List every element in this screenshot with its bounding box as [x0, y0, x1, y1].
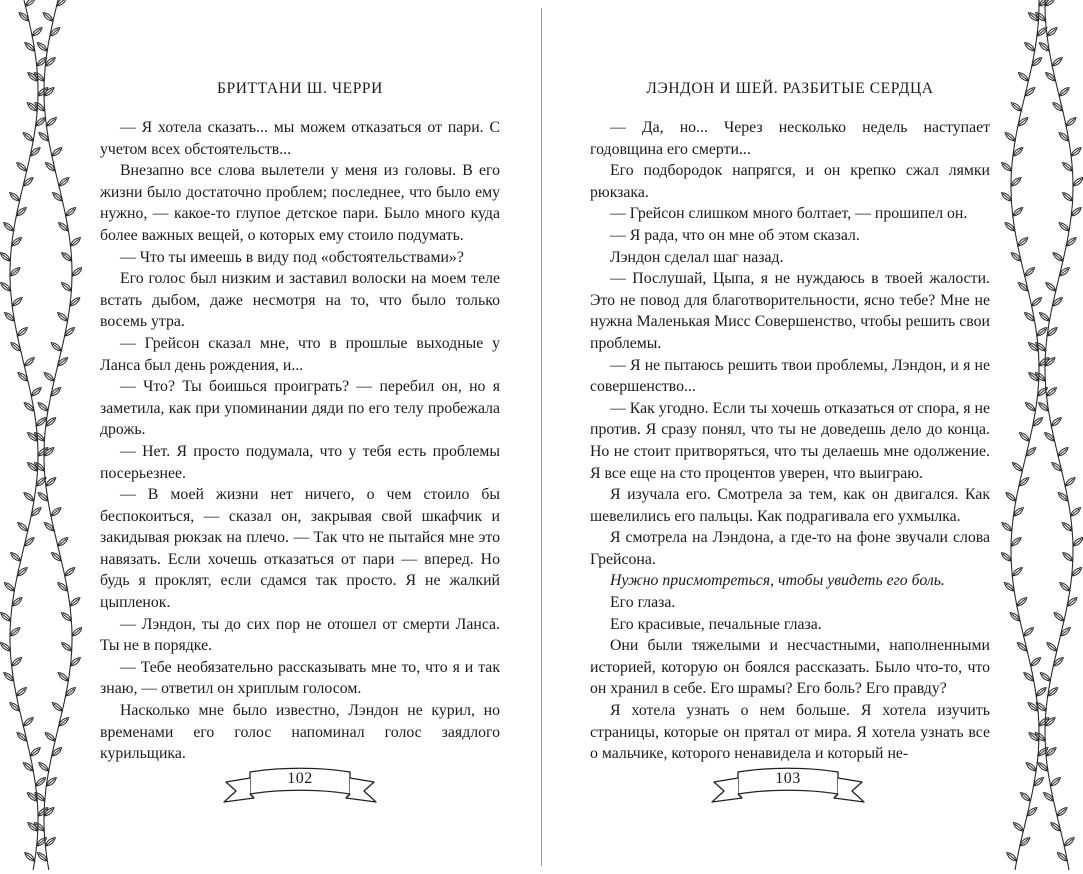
- laurel-leaf-icon: [8, 191, 21, 203]
- laurel-leaf-icon: [15, 686, 28, 698]
- laurel-leaf-icon: [42, 11, 55, 23]
- paragraph: — Что? Ты боишься проиграть? — перебил он, но я заметила, как при упоминании дяди по его телу пробежала дрожь.: [100, 378, 500, 439]
- laurel-leaf-icon: [1001, 161, 1013, 173]
- laurel-leaf-icon: [1005, 851, 1018, 863]
- laurel-leaf-icon: [1025, 761, 1038, 773]
- running-head-title: ЛЭНДОН И ШЕЙ. РАЗБИТЫЕ СЕРДЦА: [646, 80, 934, 97]
- laurel-leaf-icon: [57, 671, 70, 683]
- laurel-leaf-icon: [1011, 206, 1024, 218]
- laurel-leaf-icon: [23, 356, 36, 368]
- laurel-leaf-icon: [23, 851, 36, 863]
- laurel-leaf-icon: [1035, 326, 1048, 338]
- vine-stem-icon: [44, 0, 72, 870]
- laurel-leaf-icon: [9, 551, 22, 563]
- paragraph: — Я рада, что он мне об этом сказал.: [610, 226, 860, 244]
- laurel-leaf-icon: [1016, 236, 1029, 248]
- laurel-leaf-icon: [1053, 611, 1066, 623]
- laurel-leaf-icon: [60, 641, 73, 653]
- laurel-leaf-icon: [43, 371, 56, 383]
- laurel-leaf-icon: [1069, 506, 1082, 518]
- laurel-leaf-icon: [1038, 311, 1051, 323]
- laurel-leaf-icon: [1065, 116, 1078, 128]
- paragraph: Я хотела узнать о нем больше. Я хотела изучить страницы, которые он прятал от мира. Я хотела узнать все о мальчике, которого ненавидела и который не-: [590, 702, 990, 763]
- paragraph: Они были тяжелыми и несчастными, наполненными историей, которую он боялся рассказать. Было что-то, что он хранил в себе. Его шрамы? Его боль? Его правду?: [590, 637, 990, 698]
- paragraph: Я изучала его. Смотрела за тем, как он двигался. Как шевелились его пальцы. Как подрагивала его ухмылка.: [590, 486, 990, 525]
- laurel-leaf-icon: [44, 731, 57, 743]
- page-number-ribbon: [220, 764, 380, 816]
- laurel-leaf-icon: [1011, 566, 1024, 578]
- paragraph: — Лэндон, ты до сих пор не отошел от смерти Ланса. Ты не в порядке.: [100, 615, 500, 655]
- paragraph: — В моей жизни нет ничего, о чем стоило бы беспокоиться, — сказал он, закрывая свой шкафчик и закидывая рюкзак на плечо. — Так что не пытайся мне это навязать. Если хочешь отказаться от пари — вперед. Но будь я проклят, если сдамся так просто. Я не жалкий цыпленок.: [100, 486, 500, 612]
- laurel-leaf-icon: [11, 296, 24, 308]
- laurel-leaf-icon: [64, 206, 77, 218]
- laurel-leaf-icon: [37, 761, 50, 773]
- left-page-body: [100, 117, 500, 765]
- laurel-leaf-icon: [57, 176, 70, 188]
- paragraph: — Да, но... Через несколько недель наступает годовщина его смерти...: [590, 119, 990, 158]
- book-spine-divider: [541, 8, 542, 866]
- laurel-leaf-icon: [1061, 551, 1074, 563]
- laurel-leaf-icon: [1046, 26, 1059, 38]
- laurel-leaf-icon: [1010, 101, 1023, 113]
- right-page-body: [590, 117, 990, 765]
- laurel-leaf-icon: [1011, 461, 1024, 473]
- laurel-leaf-icon: [45, 116, 58, 128]
- laurel-leaf-icon: [50, 146, 63, 158]
- paragraph: Его голос был низким и заставил волоски на моем теле встать дыбом, даже несмотря на то, что было только восемь утра.: [100, 270, 500, 331]
- laurel-leaf-icon: [69, 596, 82, 608]
- laurel-leaf-icon: [1017, 71, 1030, 83]
- vine-stem-icon: [1045, 0, 1073, 870]
- laurel-leaf-icon: [50, 341, 63, 353]
- laurel-leaf-icon: [1019, 791, 1032, 803]
- laurel-leaf-icon: [26, 821, 39, 833]
- laurel-leaf-icon: [60, 281, 73, 293]
- laurel-leaf-icon: [37, 446, 50, 458]
- right-page: [590, 0, 990, 874]
- laurel-leaf-icon: [1015, 596, 1028, 608]
- laurel-leaf-icon: [1058, 86, 1071, 98]
- laurel-leaf-icon: [36, 41, 49, 53]
- laurel-leaf-icon: [1064, 476, 1077, 488]
- laurel-leaf-icon: [1023, 41, 1036, 53]
- paragraph: — Грейсон сказал мне, что в прошлые выходные у Ланса был день рождения, и...: [100, 334, 500, 374]
- laurel-leaf-icon: [31, 26, 44, 38]
- laurel-leaf-icon: [1030, 296, 1043, 308]
- page-number: 102: [287, 770, 313, 787]
- laurel-leaf-icon: [1022, 626, 1035, 638]
- page-number: 103: [775, 770, 801, 787]
- laurel-leaf-icon: [1050, 416, 1063, 428]
- paragraph: — Я хотела сказать... мы можем отказаться от пари. С учетом всех обстоятельств...: [100, 119, 500, 158]
- laurel-leaf-icon: [69, 236, 82, 248]
- laurel-leaf-icon: [1056, 806, 1069, 818]
- laurel-leaf-icon: [1051, 56, 1064, 68]
- laurel-leaf-icon: [1012, 821, 1025, 833]
- laurel-leaf-icon: [1035, 686, 1048, 698]
- paragraph: — Нет. Я просто подумала, что у тебя есть проблемы посерьезнее.: [100, 442, 500, 482]
- paragraph: Я смотрела на Лэндона, а где-то на фоне звучали слова Грейсона.: [590, 529, 990, 568]
- laurel-leaf-icon: [1004, 491, 1017, 503]
- laurel-leaf-icon: [0, 251, 12, 263]
- laurel-leaf-icon: [37, 806, 50, 818]
- laurel-leaf-icon: [1001, 521, 1013, 533]
- paragraph: — Тебе необязательно рассказывать мне то, что я и так знаю, — ответил он хриплым голосом.: [100, 658, 500, 698]
- laurel-leaf-icon: [16, 521, 29, 533]
- laurel-leaf-icon: [1024, 401, 1037, 413]
- laurel-leaf-icon: [1052, 251, 1065, 263]
- paragraph: Внезапно все слова вылетели у меня из головы. В его жизни было достаточно проблем; последнее, что было ему нужно, — какое-то глупое детское пари. Было много куда более важных вещей, о которых ему стоило подумать.: [100, 162, 500, 244]
- paragraph: — Как угодно. Если ты хочешь отказаться от спора, я не против. Я сразу понял, что ты не доведешь дело до конца. Но не стоит притворяться, что ты делаешь мне одолжение. Я все еще на сто процентов уверен, что выиграю.: [590, 399, 990, 482]
- laurel-leaf-icon: [10, 656, 23, 668]
- laurel-leaf-icon: [1057, 446, 1070, 458]
- page-number-ribbon: [708, 764, 868, 816]
- laurel-leaf-icon: [29, 746, 42, 758]
- laurel-leaf-icon: [55, 0, 68, 8]
- laurel-leaf-icon: [33, 71, 46, 83]
- laurel-leaf-icon: [3, 581, 16, 593]
- paragraph: Его подбородок напрягся, и он крепко сжал лямки рюкзака.: [590, 162, 990, 201]
- laurel-leaf-icon: [1037, 716, 1050, 728]
- laurel-leaf-icon: [1018, 431, 1031, 443]
- left-page: [100, 0, 500, 874]
- laurel-leaf-icon: [1004, 131, 1017, 143]
- italic-paragraph: Нужно присмотреться, чтобы увидеть его боль.: [610, 572, 945, 590]
- laurel-leaf-icon: [49, 506, 62, 518]
- paragraph: Насколько мне было известно, Лэндон не курил, но временами его голос напоминал голос заядлого курильщика.: [100, 702, 500, 763]
- laurel-leaf-icon: [15, 161, 28, 173]
- laurel-leaf-icon: [1029, 656, 1042, 668]
- laurel-leaf-icon: [0, 611, 12, 623]
- laurel-leaf-icon: [1049, 776, 1062, 788]
- laurel-leaf-icon: [2, 221, 15, 233]
- laurel-leaf-icon: [56, 311, 69, 323]
- laurel-leaf-icon: [1063, 836, 1076, 848]
- laurel-leaf-icon: [37, 401, 50, 413]
- laurel-leaf-icon: [1058, 581, 1071, 593]
- laurel-border-left-ornament: [0, 0, 82, 874]
- laurel-leaf-icon: [1070, 146, 1083, 158]
- laurel-border-right-ornament: [1001, 0, 1083, 874]
- laurel-leaf-icon: [1044, 281, 1057, 293]
- laurel-leaf-icon: [1045, 641, 1058, 653]
- laurel-leaf-icon: [22, 131, 35, 143]
- laurel-leaf-icon: [30, 386, 43, 398]
- laurel-leaf-icon: [63, 566, 76, 578]
- laurel-leaf-icon: [51, 701, 64, 713]
- laurel-leaf-icon: [1058, 221, 1071, 233]
- laurel-leaf-icon: [1038, 356, 1051, 368]
- paragraph: — Что ты имеешь в виду под «обстоятельствами»?: [120, 248, 464, 266]
- paragraph: — Я не пытаюсь решить твои проблемы, Лэндон, и я не совершенство...: [590, 356, 990, 396]
- laurel-leaf-icon: [1039, 671, 1052, 683]
- laurel-leaf-icon: [34, 776, 47, 788]
- running-head-author: БРИТТАНИ Ш. ЧЕРРИ: [217, 80, 383, 97]
- paragraph: Его красивые, печальные глаза.: [610, 615, 822, 633]
- paragraph: Его глаза.: [610, 594, 676, 612]
- laurel-leaf-icon: [23, 491, 36, 503]
- laurel-leaf-icon: [1061, 191, 1074, 203]
- laurel-leaf-icon: [56, 536, 69, 548]
- laurel-leaf-icon: [1023, 266, 1036, 278]
- paragraph: Лэндон сделал шаг назад.: [610, 248, 784, 266]
- paragraph: — Послушай, Цыпа, я не нуждаюсь в твоей жалости. Это не повод для благотворительности, ясно тебе? Мне не нужна Маленькая Мисс Совершенство, чтобы решить свои проблемы.: [590, 270, 990, 352]
- laurel-leaf-icon: [22, 716, 35, 728]
- paragraph: — Грейсон слишком много болтает, — прошипел он.: [610, 205, 968, 223]
- laurel-leaf-icon: [16, 326, 29, 338]
